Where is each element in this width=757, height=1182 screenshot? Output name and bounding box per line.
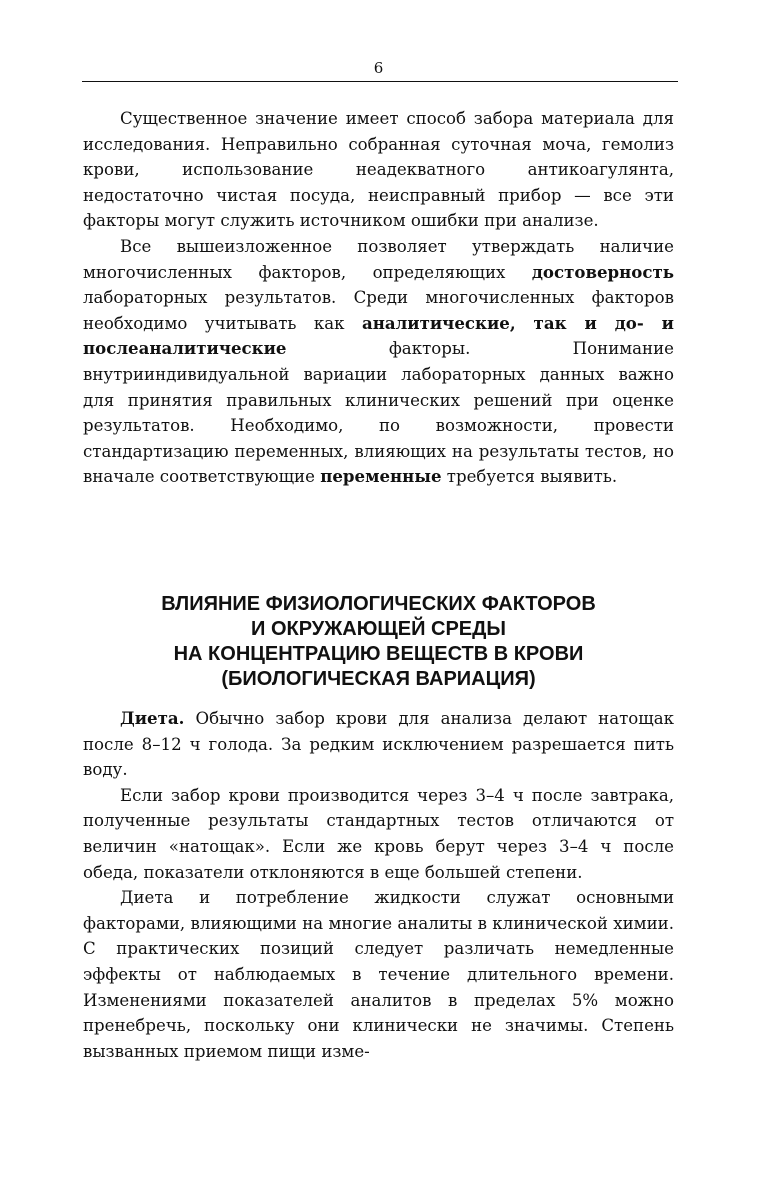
- heading-line: НА КОНЦЕНТРАЦИЮ ВЕЩЕСТВ В КРОВИ: [173, 643, 584, 665]
- paragraph: [83, 234, 674, 490]
- heading-line: ВЛИЯНИЕ ФИЗИОЛОГИЧЕСКИХ ФАКТОРОВ: [161, 593, 596, 615]
- section-heading: [83, 592, 674, 692]
- bold-term: переменные: [320, 466, 442, 487]
- text-segment: Диета и потребление жидкости служат основными факторами, влияющими на многие аналиты в клинической химии. С практических позиций следует различать немедленные эффекты от наблюдаемых в течение длительного времени. Изменениями показателей аналитов в пределах 5% можно пренебречь, поскольку они клинически не значимы. Степень вызванных приемом пищи изме-: [83, 888, 674, 1061]
- paragraph: [83, 706, 674, 783]
- paragraph: [83, 885, 674, 1064]
- text-segment: требуется выявить.: [441, 467, 618, 487]
- text-segment: Все вышеизложенное позволяет утверждать наличие многочисленных факторов, определяющих: [83, 236, 674, 282]
- heading-line: И ОКРУЖАЮЩЕЙ СРЕДЫ: [251, 618, 506, 640]
- page-number: 6: [373, 59, 384, 77]
- header-rule: [82, 81, 678, 82]
- text-segment: Существенное значение имеет способ забора материала для исследования. Неправильно собранная суточная моча, гемолиз крови, использование неадекватного антикоагулянта, недостаточно чистая посуда, неисправный прибор — все эти факторы могут служить источником ошибки при анализе.: [83, 109, 674, 231]
- text-segment: Если забор крови производится через 3–4 ч после завтрака, полученные результаты стандартных тестов отличаются от величин «натощак». Если же кровь берут через 3–4 ч после обеда, показатели отклоняются в еще большей степени.: [83, 785, 674, 882]
- heading-line: (БИОЛОГИЧЕСКАЯ ВАРИАЦИЯ): [221, 668, 536, 690]
- paragraph: [83, 783, 674, 885]
- paragraph: [83, 106, 674, 234]
- bold-term: аналитические, так и до- и послеаналитические: [83, 312, 674, 359]
- text-segment: факторы. Понимание внутрииндивидуальной вариации лабораторных данных важно для принятия правильных клинических решений при оценке результатов. Необходимо, по возможности, провести стандартизацию переменных, влияющих на результаты тестов, но вначале соответствующие: [83, 339, 674, 487]
- body-text-bottom: [83, 706, 674, 1064]
- bold-term: Диета.: [120, 708, 185, 728]
- body-text-top: [83, 106, 674, 490]
- text-segment: лабораторных результатов. Среди многочисленных факторов необходимо учитывать как: [83, 288, 674, 333]
- bold-term: достоверность: [531, 261, 674, 282]
- text-segment: Обычно забор крови для анализа делают натощак после 8–12 ч голода. За редким исключением разрешается пить воду.: [83, 709, 674, 780]
